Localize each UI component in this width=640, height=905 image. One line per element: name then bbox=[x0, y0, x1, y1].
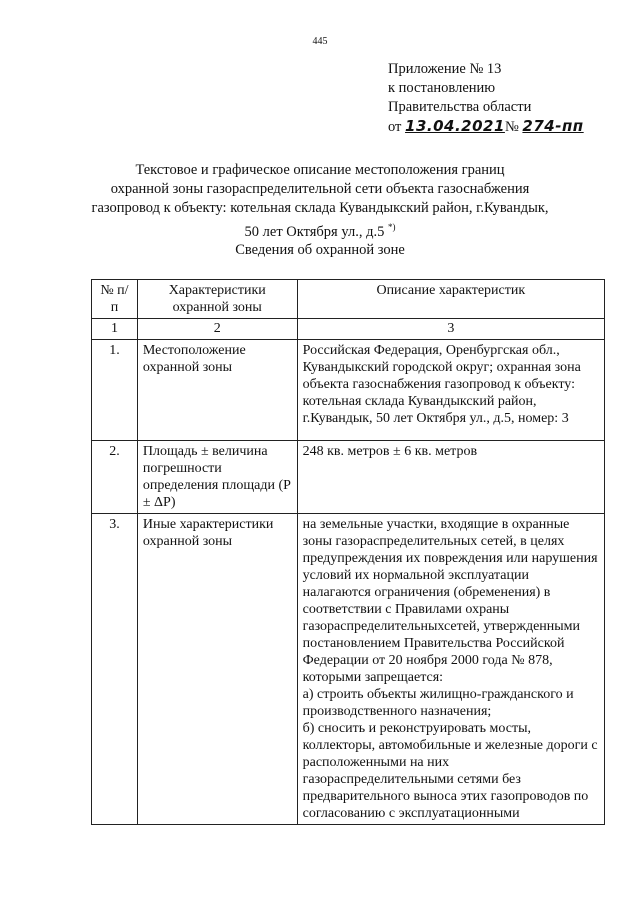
row-characteristic: Местоположение охранной зоны bbox=[137, 340, 297, 441]
row-description-text: на земельные участки, входящие в охранные зоны газораспределительных сетей, в целях предупреждения их повреждения или нарушения условий их нормальной эксплуатации налагаются ограничения (обременения) в соответствии с Правилами охраны газораспределительныхсетей, утвержденными постановлением Правительства Российской Федерации от 20 ноября 2000 года № 878, которыми запрещается: bbox=[302, 517, 598, 685]
appendix-authority: Правительства области bbox=[388, 99, 532, 115]
title-line: газопровод к объекту: котельная склада Кувандыкский район, г.Кувандык, bbox=[91, 200, 549, 216]
document-title bbox=[60, 161, 580, 242]
section-heading: Сведения об охранной зоне bbox=[235, 242, 405, 258]
appendix-date-line bbox=[388, 117, 584, 137]
row-description: 248 кв. метров ± 6 кв. метров bbox=[297, 441, 604, 514]
title-line: Текстовое и графическое описание местоположения границ bbox=[135, 162, 505, 178]
table-row bbox=[92, 340, 605, 441]
row-number: 3. bbox=[92, 514, 138, 825]
row-description bbox=[297, 514, 604, 825]
handwritten-number: 274-пп bbox=[522, 117, 584, 135]
table-row bbox=[92, 514, 605, 825]
handwritten-date: 13.04.2021 bbox=[405, 117, 505, 135]
title-line bbox=[60, 218, 580, 242]
header-cell-number: № п/п bbox=[92, 280, 138, 319]
column-number: 2 bbox=[137, 319, 297, 340]
appendix-block bbox=[388, 60, 584, 137]
footnote-mark: *) bbox=[387, 222, 396, 232]
title-line: охранной зоны газораспределительной сети объекта газоснабжения bbox=[110, 181, 530, 197]
row-characteristic: Площадь ± величина погрешности определения площади (P ± ΔP) bbox=[137, 441, 297, 514]
row-characteristic: Иные характеристики охранной зоны bbox=[137, 514, 297, 825]
zone-info-table bbox=[91, 279, 605, 825]
restriction-item-b: б) сносить и реконструировать мосты, коллекторы, автомобильные и железные дороги с расположенными на них газораспределительными сетями без предварительного выноса этих газопроводов по согласованию с эксплуатационными bbox=[302, 721, 598, 821]
header-cell-description: Описание характеристик bbox=[297, 280, 604, 319]
appendix-reference: к постановлению bbox=[388, 80, 496, 96]
column-number: 3 bbox=[297, 319, 604, 340]
number-sign: № bbox=[504, 119, 519, 135]
title-address: 50 лет Октября ул., д.5 bbox=[244, 223, 385, 240]
row-description: Российская Федерация, Оренбургская обл., Кувандыкский городской округ; охранная зона объекта газоснабжения газопровод к объекту: котельная склада Кувандыкский район, г.Кувандык, 50 лет Октября ул., д.5, номер: 3 bbox=[297, 340, 604, 441]
row-number: 2. bbox=[92, 441, 138, 514]
appendix-title: Приложение № 13 bbox=[388, 61, 502, 77]
page-number: 445 bbox=[312, 36, 328, 47]
header-cell-characteristics: Характеристики охранной зоны bbox=[137, 280, 297, 319]
date-prefix: от bbox=[388, 119, 402, 135]
column-number-row bbox=[92, 319, 605, 340]
table-row bbox=[92, 441, 605, 514]
table-header-row bbox=[92, 280, 605, 319]
restriction-item-a: а) строить объекты жилищно-гражданского и производственного назначения; bbox=[302, 687, 574, 719]
row-number: 1. bbox=[92, 340, 138, 441]
column-number: 1 bbox=[92, 319, 138, 340]
